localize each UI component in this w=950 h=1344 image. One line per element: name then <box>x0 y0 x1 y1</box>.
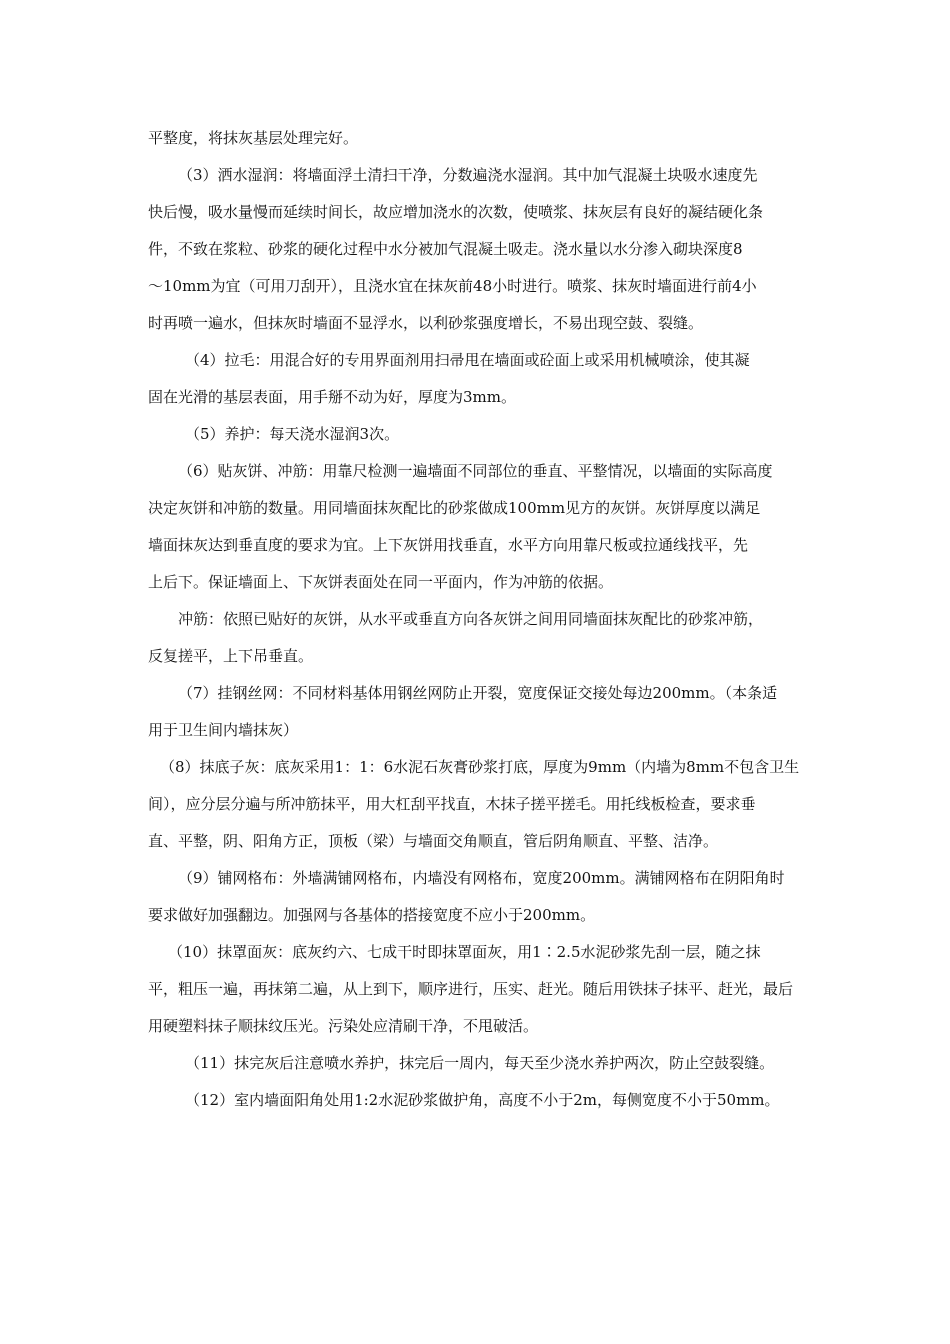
text-line: 快后慢，吸水量慢而延续时间长，故应增加浇水的次数，使喷浆、抹灰层有良好的凝结硬化条 <box>148 203 764 221</box>
text-line: 平，粗压一遍，再抹第二遍，从上到下，顺序进行，压实、赶光。随后用铁抹子抹平、赶光，最后 <box>148 980 794 998</box>
paragraph-8-line: （8）抹底子灰：底灰采用1：1：6水泥石灰膏砂浆打底，厚度为9mm（内墙为8mm不包含卫生 <box>160 758 800 776</box>
text-line: 要求做好加强翻边。加强网与各基体的搭接宽度不应小于200mm。 <box>148 906 596 924</box>
text-line: 时再喷一遍水，但抹灰时墙面不显浮水，以利砂浆强度增长，不易出现空鼓、裂缝。 <box>148 314 704 332</box>
text-line: 决定灰饼和冲筋的数量。用同墙面抹灰配比的砂浆做成100mm见方的灰饼。灰饼厚度以满足 <box>148 499 761 517</box>
paragraph-3-line: （3）洒水湿润：将墙面浮土清扫干净，分数遍浇水湿润。其中加气混凝土块吸水速度先 <box>178 166 758 184</box>
text-line: 反复搓平，上下吊垂直。 <box>148 647 314 665</box>
paragraph-7-line: （7）挂钢丝网：不同材料基体用钢丝网防止开裂，宽度保证交接处每边200mm。（本条适 <box>178 684 778 702</box>
text-line: 用于卫生间内墙抹灰） <box>148 721 299 739</box>
text-line: 间），应分层分遍与所冲筋抹平，用大杠刮平找直，木抹子搓平搓毛。用托线板检查，要求垂 <box>148 795 756 813</box>
text-line: 件，不致在浆粒、砂浆的硬化过程中水分被加气混凝土吸走。浇水量以水分渗入砌块深度8 <box>148 240 743 258</box>
paragraph-5-line: （5）养护：每天浇水湿润3次。 <box>185 425 400 443</box>
text-line: 墙面抹灰达到垂直度的要求为宜。上下灰饼用找垂直，水平方向用靠尺板或拉通线找平，先 <box>148 536 749 554</box>
chongjin-paragraph-line: 冲筋：依照已贴好的灰饼，从水平或垂直方向各灰饼之间用同墙面抹灰配比的砂浆冲筋， <box>178 610 764 628</box>
paragraph-10-line: （10）抹罩面灰：底灰约六、七成干时即抹罩面灰，用1∶2.5水泥砂浆先刮一层，随之抹 <box>168 943 761 961</box>
text-line: 平整度，将抹灰基层处理完好。 <box>148 129 359 147</box>
text-line: 上后下。保证墙面上、下灰饼表面处在同一平面内，作为冲筋的依据。 <box>148 573 614 591</box>
text-line: 用硬塑料抹子顺抹纹压光。污染处应清刷干净，不甩破活。 <box>148 1017 539 1035</box>
paragraph-4-line: （4）拉毛：用混合好的专用界面剂用扫帚甩在墙面或砼面上或采用机械喷涂，使其凝 <box>185 351 750 369</box>
paragraph-6-line: （6）贴灰饼、冲筋：用靠尺检测一遍墙面不同部位的垂直、平整情况，以墙面的实际高度 <box>178 462 773 480</box>
document-body <box>148 120 810 1119</box>
paragraph-9-line: （9）铺网格布：外墙满铺网格布，内墙没有网格布，宽度200mm。满铺网格布在阴阳角时 <box>178 869 785 887</box>
paragraph-11-line: （11）抹完灰后注意喷水养护，抹完后一周内，每天至少浇水养护两次，防止空鼓裂缝。 <box>185 1054 775 1072</box>
text-line: 固在光滑的基层表面，用手掰不动为好，厚度为3mm。 <box>148 388 516 406</box>
text-line: 直、平整，阴、阳角方正，顶板（梁）与墙面交角顺直，管后阴角顺直、平整、洁净。 <box>148 832 719 850</box>
text-line: ～10mm为宜（可用刀刮开），且浇水宜在抹灰前48小时进行。喷浆、抹灰时墙面进行前4小 <box>148 277 757 295</box>
paragraph-12-line: （12）室内墙面阳角处用1:2水泥砂浆做护角，高度不小于2m，每侧宽度不小于50mm。 <box>185 1091 780 1109</box>
